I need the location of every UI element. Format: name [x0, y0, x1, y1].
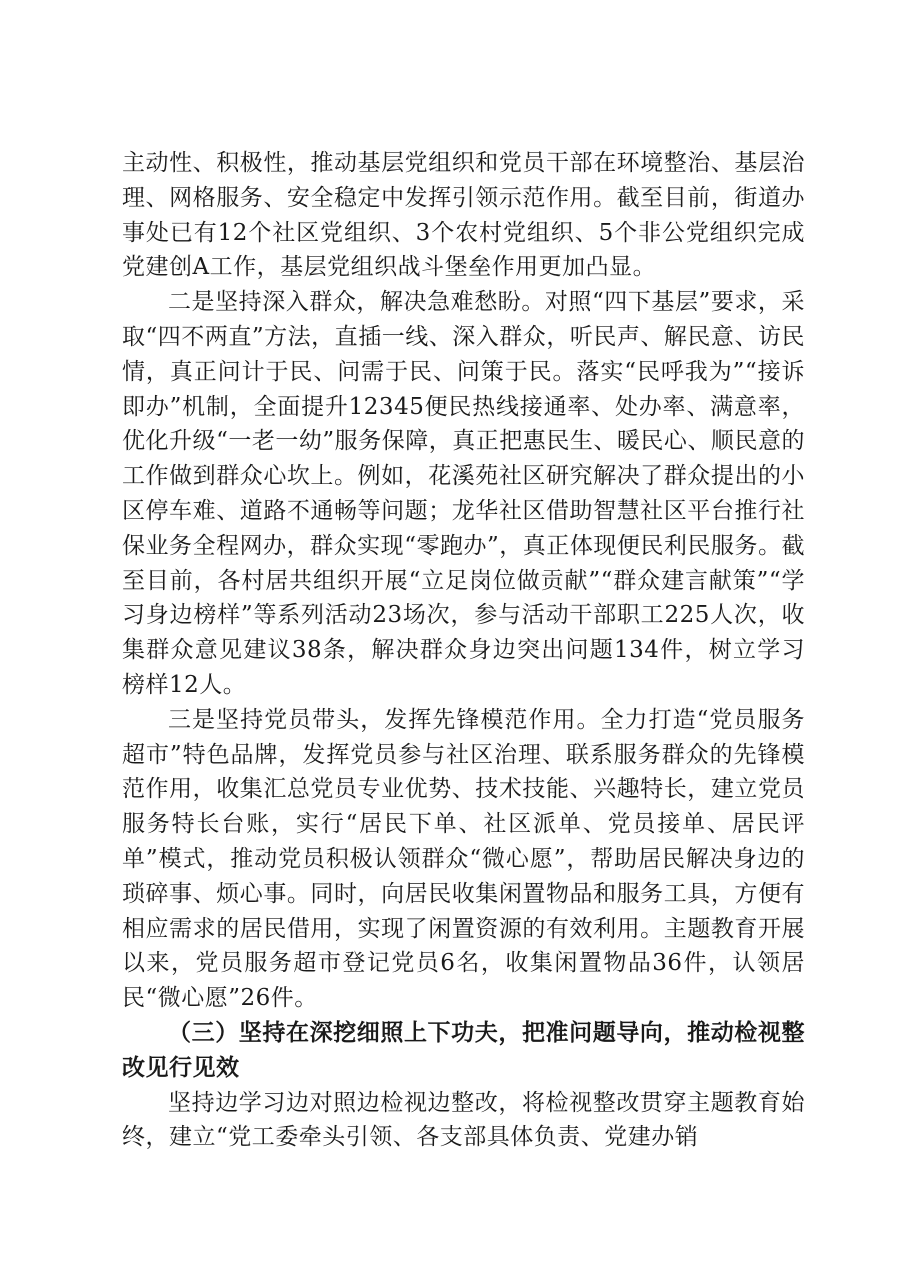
document-page [122, 146, 805, 1155]
paragraph-serve-the-masses: 二是坚持深入群众，解决急难愁盼。对照“四下基层”要求，采取“四不两直”方法，直插一线、深入群众，听民声、解民意、访民情，真正问计于民、问需于民、问策于民。落实“民呼我为”“接诉即办”机制，全面提升12345便民热线接通率、处办率、满意率，优化升级“一老一幼”服务保障，真正把惠民生、暖民心、顺民意的工作做到群众心坎上。例如，花溪苑社区研究解决了群众提出的小区停车难、道路不通畅等问题；龙华社区借助智慧社区平台推行社保业务全程网办，群众实现“零跑办”，真正体现便民利民服务。截至目前，各村居共组织开展“立足岗位做贡献”“群众建言献策”“学习身边榜样”等系列活动23场次，参与活动干部职工225人次，收集群众意见建议38条，解决群众身边突出问题134件，树立学习榜样12人。 [122, 289, 805, 698]
paragraph-continuation: 主动性、积极性，推动基层党组织和党员干部在环境整治、基层治理、网格服务、安全稳定中发挥引领示范作用。截至目前，街道办事处已有12个社区党组织、3个农村党组织、5个非公党组织完成党建创A工作，基层党组织战斗堡垒作用更加凸显。 [122, 150, 805, 281]
paragraph-rectification: 坚持边学习边对照边检视边整改，将检视整改贯穿主题教育始终，建立“党工委牵头引领、各支部具体负责、党建办销 [122, 1089, 805, 1151]
paragraph-party-members-lead: 三是坚持党员带头，发挥先锋模范作用。全力打造“党员服务超市”特色品牌，发挥党员参与社区治理、联系服务群众的先锋模范作用，收集汇总党员专业优势、技术技能、兴趣特长，建立党员服务特长台账，实行“居民下单、社区派单、党员接单、居民评单”模式，推动党员积极认领群众“微心愿”，帮助居民解决身边的琐碎事、烦心事。同时，向居民收集闲置物品和服务工具，方便有相应需求的居民借用，实现了闲置资源的有效利用。主题教育开展以来，党员服务超市登记党员6名，收集闲置物品36件，认领居民“微心愿”26件。 [122, 706, 805, 1012]
section-heading-3: （三）坚持在深挖细照上下功夫，把准问题导向，推动检视整改见行见效 [122, 1018, 805, 1081]
